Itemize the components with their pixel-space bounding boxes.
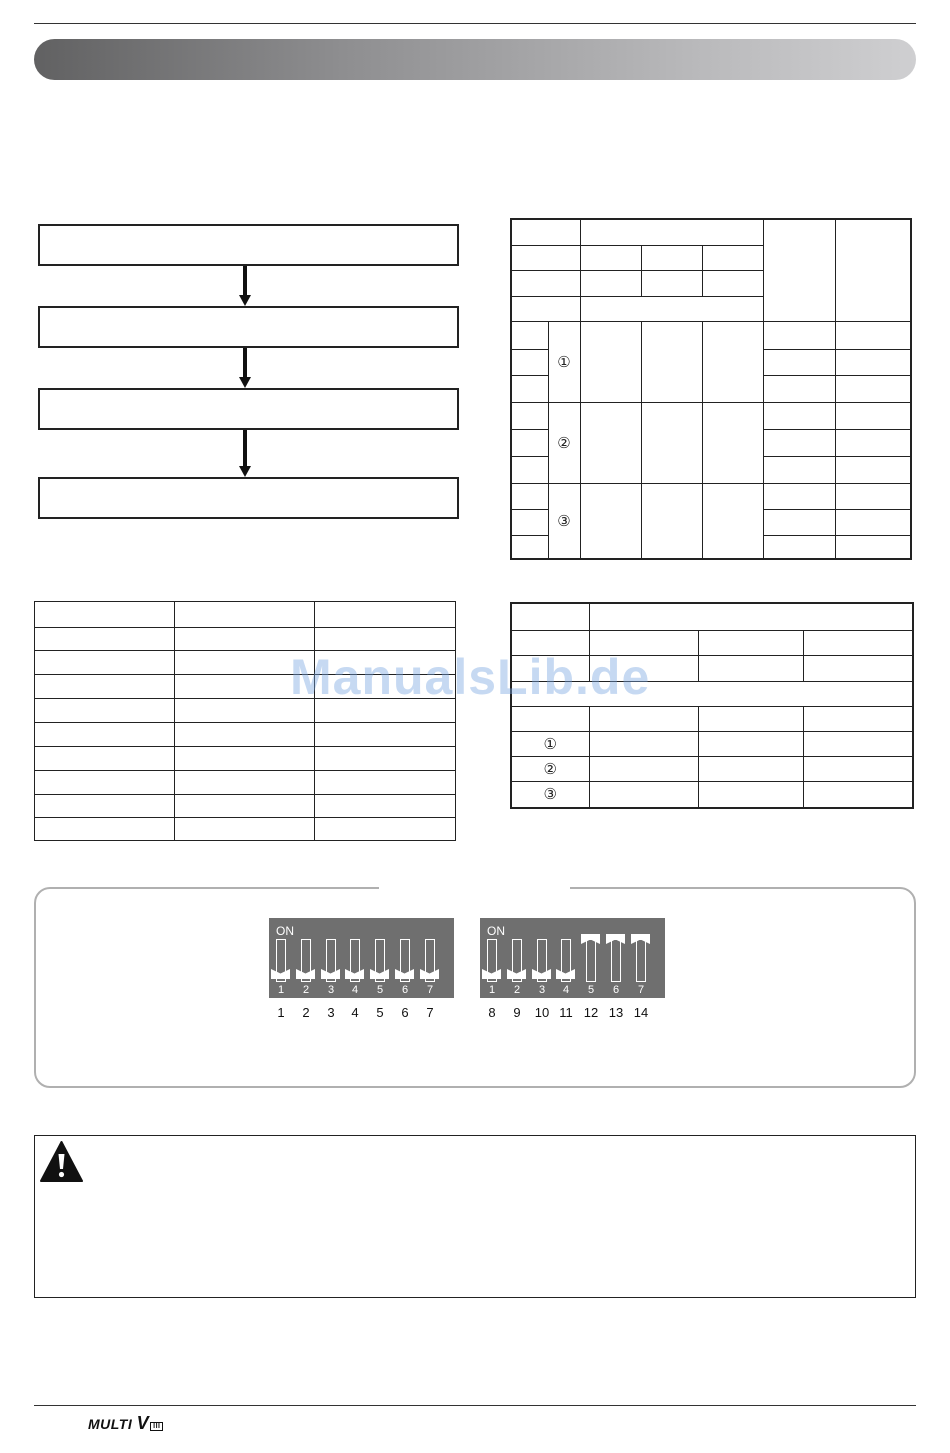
dip-outer-number: 10 [534, 1005, 550, 1020]
dip-outer-number: 11 [559, 1005, 573, 1020]
dip-outer-number: 13 [608, 1005, 624, 1020]
dip-outer-number: 1 [277, 1005, 285, 1020]
dip-toggle-2[interactable] [512, 939, 522, 982]
row-number-2: ② [511, 756, 589, 781]
dip-outer-number: 8 [488, 1005, 496, 1020]
setting-table-main [510, 218, 912, 560]
dip-toggle-6[interactable] [400, 939, 410, 982]
dip-inner-number: 5 [376, 984, 384, 996]
dip-toggle-1[interactable] [276, 939, 286, 982]
flow-step-4 [38, 477, 459, 519]
flow-arrow-2 [240, 348, 250, 388]
dip-inner-number: 3 [538, 984, 546, 996]
dip-switch-2 [480, 918, 665, 998]
brand-badge: III [150, 1422, 163, 1431]
flow-arrow-3 [240, 430, 250, 478]
dip-inner-number: 2 [513, 984, 521, 996]
dip-inner-number: 4 [351, 984, 359, 996]
section-title-bar [34, 39, 916, 80]
dip-toggle-5[interactable] [586, 939, 596, 982]
dip-on-label: ON [276, 924, 294, 938]
dip-inner-number: 3 [327, 984, 335, 996]
dip-toggle-6[interactable] [611, 939, 621, 982]
row-number-3: ③ [511, 781, 589, 808]
dip-toggle-knob [482, 969, 501, 979]
dip-inner-number: 2 [302, 984, 310, 996]
warning-box [34, 1135, 916, 1298]
dip-toggle-1[interactable] [487, 939, 497, 982]
dip-toggle-knob [631, 934, 650, 944]
row-number-1: ① [511, 731, 589, 756]
dip-toggle-5[interactable] [375, 939, 385, 982]
dip-toggle-3[interactable] [326, 939, 336, 982]
setting-table-left [34, 601, 456, 841]
dip-toggle-7[interactable] [425, 939, 435, 982]
dip-outer-number: 9 [513, 1005, 521, 1020]
flow-arrow-1 [240, 266, 250, 306]
warning-triangle-icon [39, 1140, 84, 1184]
dip-toggle-knob [556, 969, 575, 979]
dip-toggle-knob [532, 969, 551, 979]
brand-logo [88, 1413, 163, 1434]
header-rule [34, 23, 916, 24]
dip-toggle-knob [395, 969, 414, 979]
dip-toggle-knob [345, 969, 364, 979]
dip-outer-number: 5 [376, 1005, 384, 1020]
dip-toggle-knob [581, 934, 600, 944]
dip-switch-frame [34, 887, 916, 1088]
dip-on-label: ON [487, 924, 505, 938]
dip-switch-1 [269, 918, 454, 998]
group-number-2: ② [548, 402, 580, 483]
dip-toggle-knob [420, 969, 439, 979]
dip-inner-number: 7 [637, 984, 645, 996]
dip-toggle-2[interactable] [301, 939, 311, 982]
dip-toggle-4[interactable] [561, 939, 571, 982]
dip-frame-title-gap [379, 882, 570, 894]
brand-v: V [136, 1413, 150, 1433]
dip-inner-number: 1 [277, 984, 285, 996]
dip-inner-number: 6 [612, 984, 620, 996]
dip-inner-number: 4 [562, 984, 570, 996]
dip-toggle-knob [271, 969, 290, 979]
flow-step-2 [38, 306, 459, 348]
dip-toggle-knob [296, 969, 315, 979]
dip-inner-number: 6 [401, 984, 409, 996]
dip-toggle-knob [606, 934, 625, 944]
dip-toggle-7[interactable] [636, 939, 646, 982]
dip-outer-number: 12 [583, 1005, 599, 1020]
brand-name: MULTI [88, 1416, 133, 1432]
flow-step-3 [38, 388, 459, 430]
dip-inner-number: 7 [426, 984, 434, 996]
dip-toggle-knob [370, 969, 389, 979]
dip-outer-number: 2 [302, 1005, 310, 1020]
group-number-3: ③ [548, 483, 580, 559]
dip-toggle-4[interactable] [350, 939, 360, 982]
dip-outer-number: 6 [401, 1005, 409, 1020]
dip-toggle-3[interactable] [537, 939, 547, 982]
dip-outer-number: 7 [426, 1005, 434, 1020]
dip-outer-number: 14 [633, 1005, 649, 1020]
group-number-1: ① [548, 321, 580, 402]
footer-rule [34, 1405, 916, 1406]
dip-inner-number: 5 [587, 984, 595, 996]
dip-toggle-knob [507, 969, 526, 979]
dip-toggle-knob [321, 969, 340, 979]
watermark: ManualsLib.de [290, 649, 651, 705]
flow-step-1 [38, 224, 459, 266]
dip-outer-number: 4 [351, 1005, 359, 1020]
dip-inner-number: 1 [488, 984, 496, 996]
dip-outer-number: 3 [327, 1005, 335, 1020]
